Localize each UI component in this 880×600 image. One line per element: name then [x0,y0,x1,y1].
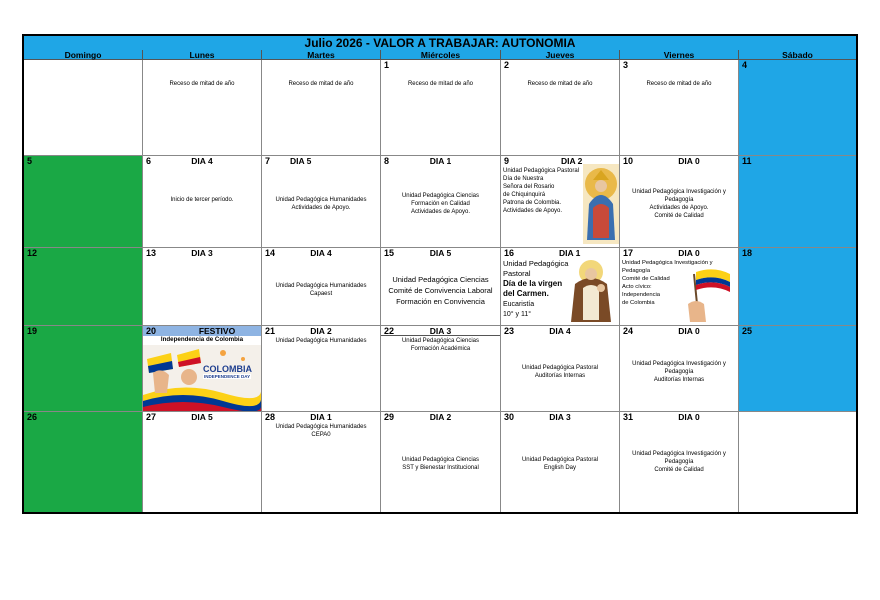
event-text: Unidad Pedagógica Investigación y Pedagogía Actividades de Apoyo. Comité de Calidad [632,189,726,219]
header-viernes: Viernes [620,50,739,60]
dia-label: DIA 0 [678,326,700,336]
receso-text: Receso de mitad de año [407,81,474,87]
cell-day-24[interactable] [620,326,739,412]
cell-day-31[interactable] [620,412,739,512]
day-number: 8 [384,156,390,166]
event-text: Unidad Pedagógica Ciencias Comité de Convivencia Laboral Formación en Convivencia [388,275,493,306]
event-text: Unidad Pedagógica Pastoral Auditorías Internas [521,365,599,379]
day-number: 27 [146,412,157,422]
event-text: Unidad Pedagógica Humanidades Actividades de Apoyo. [275,197,367,211]
event-line: Eucaristía [503,301,535,308]
cell-day-15[interactable] [381,248,501,326]
cell-day-29[interactable] [381,412,501,512]
day-number: 16 [504,248,515,258]
event-line: Pastoral [503,269,531,278]
dia-label: DIA 3 [191,248,213,258]
cell-day-21[interactable] [262,326,381,412]
cell-day-28[interactable] [262,412,381,512]
banner-sub: INDEPENDENCE DAY [204,374,251,379]
cell-empty [24,60,143,156]
colombia-flag-image [688,264,734,324]
dia-label: DIA 3 [549,412,571,422]
dia-label: DIA 1 [310,412,332,422]
festivo-label: FESTIVO [198,326,236,336]
day-number: 3 [623,60,629,70]
dia-label: DIA 4 [191,156,213,166]
day-number: 12 [27,248,38,258]
dia-label: DIA 0 [678,156,700,166]
day-number: 4 [742,60,748,70]
cell-day-8[interactable] [381,156,501,248]
cell-day-7[interactable] [262,156,381,248]
day-number: 21 [265,326,276,336]
event-text: Unidad Pedagógica Pastoral English Day [521,457,599,471]
day-number: 14 [265,248,276,258]
cell-day-18[interactable] [739,248,856,326]
dia-label: DIA 5 [429,248,452,258]
cell-day-22[interactable] [381,326,501,412]
dia-label: DIA 4 [310,248,332,258]
cell-day-25[interactable] [739,326,856,412]
day-number: 28 [265,412,276,422]
dia-label: DIA 0 [678,248,700,258]
receso-text: Receso de mitad de año [288,81,354,87]
cell-day-13[interactable] [143,248,262,326]
cell-empty [262,60,381,156]
day-number: 31 [623,412,634,422]
cell-day-3[interactable] [620,60,739,156]
dia-label: DIA 1 [429,156,452,166]
dia-label: DIA 3 [429,326,452,336]
day-number: 11 [742,156,752,166]
event-text: Unidad Pedagógica Humanidades CEPA0 [275,424,367,438]
day-number: 18 [742,248,753,258]
virgin-carmen-image [567,258,615,324]
day-number: 20 [146,326,157,336]
cell-day-17[interactable] [620,248,739,326]
day-number: 26 [27,412,38,422]
receso-text: Receso de mitad de año [169,81,235,87]
dia-label: DIA 4 [549,326,571,336]
dia-label: DIA 5 [290,156,312,166]
event-text: Unidad Pedagógica Ciencias Formación Académica [401,338,480,352]
day-number: 7 [265,156,271,166]
calendar-title: Julio 2026 - VALOR A TRABAJAR: AUTONOMIA [24,36,856,51]
day-number: 2 [504,60,510,70]
cell-day-6[interactable] [143,156,262,248]
divider [381,335,500,336]
calendar [22,34,858,514]
cell-empty [143,60,262,156]
banner-word: COLOMBIA [203,364,252,374]
cell-day-19[interactable] [24,326,143,412]
day-number: 15 [384,248,395,258]
event-line: del Carmen. [503,289,549,298]
cell-day-12[interactable] [24,248,143,326]
cell-day-14[interactable] [262,248,381,326]
day-number: 6 [146,156,152,166]
dia-label: DIA 1 [559,248,581,258]
day-number: 13 [146,248,157,258]
event-text: Inicio de tercer período. [170,197,234,203]
event-line: 10° y 11° [503,311,532,318]
cell-day-27[interactable] [143,412,262,512]
cell-day-11[interactable] [739,156,856,248]
event-text: Independencia de Colombia [160,336,244,343]
event-text: Unidad Pedagógica Ciencias Formación en Calidad Actividades de Apoyo. [401,193,480,215]
receso-text: Receso de mitad de año [646,81,712,87]
dia-label: DIA 0 [678,412,700,422]
header-domingo: Domingo [24,50,143,60]
cell-day-20[interactable] [143,326,262,412]
event-text: Unidad Pedagógica Pastoral Día de Nuestra Señora del Rosario de Chiquinquirá Patrona de Colombia. Actividades de Apoyo. [503,168,580,214]
event-text: Unidad Pedagógica Ciencias SST y Bienestar Institucional [401,457,480,471]
header-sabado: Sábado [739,50,856,60]
event-text: Unidad Pedagógica Investigación y Pedagogía Auditorías Internas [632,361,726,383]
event-text: Unidad Pedagógica Investigación y Pedagogía Comité de Calidad Acto cívico: Independencia de Colombia [622,260,713,306]
cell-empty [739,412,856,512]
event-text: Unidad Pedagógica Humanidades Capaest [275,283,367,297]
event-line: Unidad Pedagógica [503,259,569,268]
cell-day-26[interactable] [24,412,143,512]
day-number: 17 [623,248,634,258]
header-martes: Martes [262,50,381,60]
cell-day-2[interactable] [501,60,620,156]
event-text: Unidad Pedagógica Humanidades [275,338,367,344]
cell-day-30[interactable] [501,412,620,512]
day-number: 23 [504,326,515,336]
day-number: 10 [623,156,634,166]
event-line: Día de la virgen [503,279,563,288]
dia-label: DIA 2 [310,326,332,336]
cell-day-23[interactable] [501,326,620,412]
day-number: 25 [742,326,753,336]
event-text: Unidad Pedagógica Investigación y Pedagogía Comité de Calidad [632,451,726,473]
header-lunes: Lunes [143,50,262,60]
cell-day-1[interactable] [381,60,501,156]
day-number: 24 [623,326,634,336]
day-number: 9 [504,156,510,166]
dia-label: DIA 2 [429,412,452,422]
day-number: 30 [504,412,515,422]
dia-label: DIA 2 [561,156,583,166]
cell-day-9[interactable] [501,156,620,248]
day-number: 19 [27,326,38,336]
dia-label: DIA 5 [191,412,213,422]
cell-day-4[interactable] [739,60,856,156]
cell-day-5[interactable] [24,156,143,248]
header-jueves: Jueves [501,50,620,60]
virgin-rosary-image [583,164,619,244]
header-miercoles: Miércoles [381,50,501,60]
cell-day-10[interactable] [620,156,739,248]
day-number: 5 [27,156,33,166]
day-number: 29 [384,412,395,422]
day-number: 22 [384,326,395,336]
receso-text: Receso de mitad de año [527,81,593,87]
day-number: 1 [384,60,390,70]
cell-day-16[interactable] [501,248,620,326]
